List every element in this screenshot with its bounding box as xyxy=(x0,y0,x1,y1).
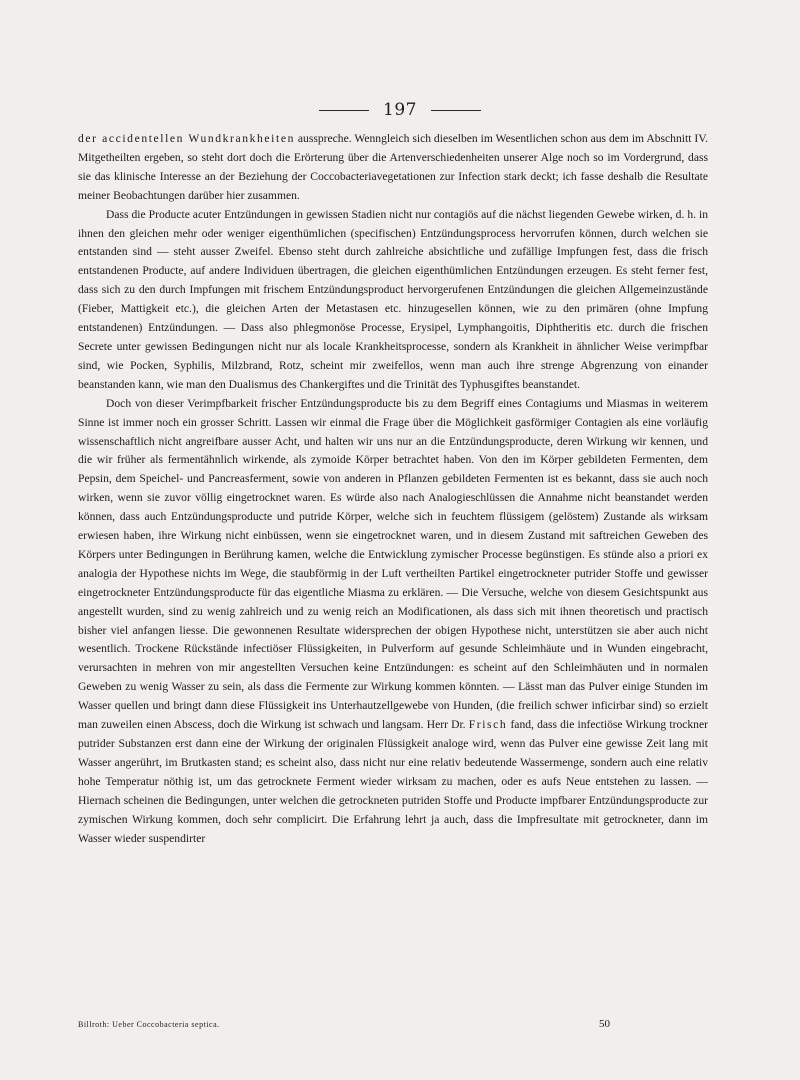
spaced-emphasis: der accidentellen Wundkrankheiten xyxy=(78,132,295,145)
page-footer xyxy=(78,1018,708,1030)
header-rule-left xyxy=(319,110,369,111)
page-number: 197 xyxy=(383,100,417,120)
spaced-name: Frisch xyxy=(468,718,508,732)
page-body xyxy=(78,130,708,848)
paragraph-3-text-after: fand, dass die infectiöse Wirkung trockner putrider Substanzen erst dann eine der Wirkung der originalen Flüssigkeit analoge wird, wenn das Pulver eine gewisse Zeit lang mit Wasser angerührt, im Brutkasten stand; es scheint also, dass nicht nur eine relativ bedeutende Wassermenge, sondern auch eine relativ hohe Temperatur nöthig ist, um das getrocknete Ferment wieder wirksam zu machen, oder es aufs Neue entstehen zu lassen. — Hiernach scheinen die Bedingungen, unter welchen die getrockneten putriden Stoffe und Producte impfbarer Entzündungsproducte zur zymischen Wirkung kommen, doch sehr complicirt. Die Erfahrung lehrt ja auch, dass die Impfresultate mit getrockneter, dann im Wasser wieder suspendirter xyxy=(78,718,708,845)
paragraph-2: Dass die Producte acuter Entzündungen in gewissen Stadien nicht nur contagiös auf die nächst liegenden Gewebe wirken, d. h. in ihnen den gleichen mehr oder weniger eigenthümlichen (specifischen) Entzündungsprocess hervorrufen können, durch welchen sie entstanden sind — steht ausser Zweifel. Ebenso steht durch zahlreiche absichtliche und zufällige Impfungen fest, dass die frisch entstandenen Producte, auf andere Individuen übertragen, die gleichen eigenthümlichen Entzündungen erzeugen. Es steht ferner fest, dass sich zu den durch Impfungen mit frischem Entzündungsproduct hervorgerufenen Entzündungen die gleichen Allgemeinzustände (Fieber, Mattigkeit etc.), die gleichen Arten der Metastasen etc. hinzugesellen können, wie zu den primären (ohne Impfung entstandenen) Entzündungen. — Dass also phlegmonöse Processe, Erysipel, Lymphangoitis, Diphtheritis etc. durch die frischen Secrete unter gewissen Bedingungen nicht nur als locale Krankheitsprocesse, sondern als Krankheit in ähnlicher Weise verimpfbar sind, wie Pocken, Syphilis, Milzbrand, Rotz, scheint mir zweifellos, wenn man auch ihre strenge Abgrenzung von einander beanstanden kann, wie man den Dualismus des Chankergiftes und die Trinität des Typhusgiftes beanstandet. xyxy=(78,207,708,391)
paragraph-3-text: Doch von dieser Verimpfbarkeit frischer Entzündungsproducte bis zu dem Begriff eines Contagiums und Miasmas in weiterem Sinne ist immer noch ein grosser Schritt. Lassen wir einmal die Frage über die Möglichkeit gasförmiger Contagien als eine vorläufig wissenschaftlich nicht angreifbare ausser Acht, und halten wir uns nur an die Entzündungsproducte, deren Wirkung wir kennen, und die wir früher als fermentähnlich wirkende, als zymoide Körper betrachtet haben. Von den im Körper gebildeten Fermenten, dem Pepsin, dem Speichel- und Pancreasferment, sowie von anderen in Pflanzen gebildeten Fermenten ist es bekannt, dass sie auch noch wirken, wenn sie zuvor völlig eingetrocknet waren. Es würde also nach Analogieschlüssen die Annahme nicht beanstandet werden können, dass auch Entzündungsproducte und putride Körper, welche sich in feuchtem flüssigem (gelöstem) Zustande als wirksam erwiesen haben, ihre Wirkung nicht einbüssen, wenn sie eingetrocknet waren, und in diesem Zustand mit saftreichen Geweben des Körpers unter Bedingungen in Berührung kamen, welche die Entwicklung zymischer Processe begünstigen. Es stünde also a priori ex analogia der Hypothese nichts im Wege, die staubförmig in der Luft vertheilten Partikel eingetrockneter putrider Stoffe und gewisser eingetrockneter Entzündungsproducte für das eigentliche Miasma zu erklären. — Die Versuche, welche von diesem Gesichtspunkt aus angestellt wurden, sind zu wenig zahlreich und zu wenig reich an Modificationen, als dass sich mit ihnen theoretisch und practisch bisher viel anfangen liesse. Die gewonnenen Resultate widersprechen der obigen Hypothese nicht, unterstützen sie aber auch nicht wesentlich. Trockene Rückstände infectiöser Flüssigkeiten, in Pulverform auf gesunde Schleimhäute und in Wunden eingebracht, verursachten in mehren von mir angestellten Versuchen keine Entzündungen: es scheint auf den Schleimhäuten und in normalen Geweben zu wenig Wasser zu sein, als dass die Fermente zur Wirkung kommen könnten. — Lässt man das Pulver einige Stunden im Wasser quellen und bringt dann diese Flüssigkeit ins Unterhautzellgewebe von Hunden, (die freilich schwer inficirbar sind) so erzielt man zuweilen einen Abscess, doch die Wirkung ist schwach und langsam. Herr Dr. xyxy=(78,396,708,732)
signature-line: Billroth: Ueber Coccobacteria septica. xyxy=(78,1020,220,1029)
paragraph-1 xyxy=(78,130,708,206)
sheet-number: 50 xyxy=(599,1018,610,1030)
page-header xyxy=(0,100,800,120)
paragraph-1-text: ausspreche. Wenngleich sich dieselben im Wesentlichen schon aus dem im Abschnitt IV. Mitgetheilten ergeben, so steht dort doch die Erörterung über die Artenverschiedenheiten unserer Alge noch so im Vordergrund, dass sie das klinische Interesse an der Beziehung der Coccobacteriavegetationen zur Infection stark deckt; ich fasse deshalb die Resultate meiner Beobachtungen darüber hier zusammen. xyxy=(78,132,708,202)
paragraph-3 xyxy=(78,395,708,849)
header-rule-right xyxy=(431,110,481,111)
